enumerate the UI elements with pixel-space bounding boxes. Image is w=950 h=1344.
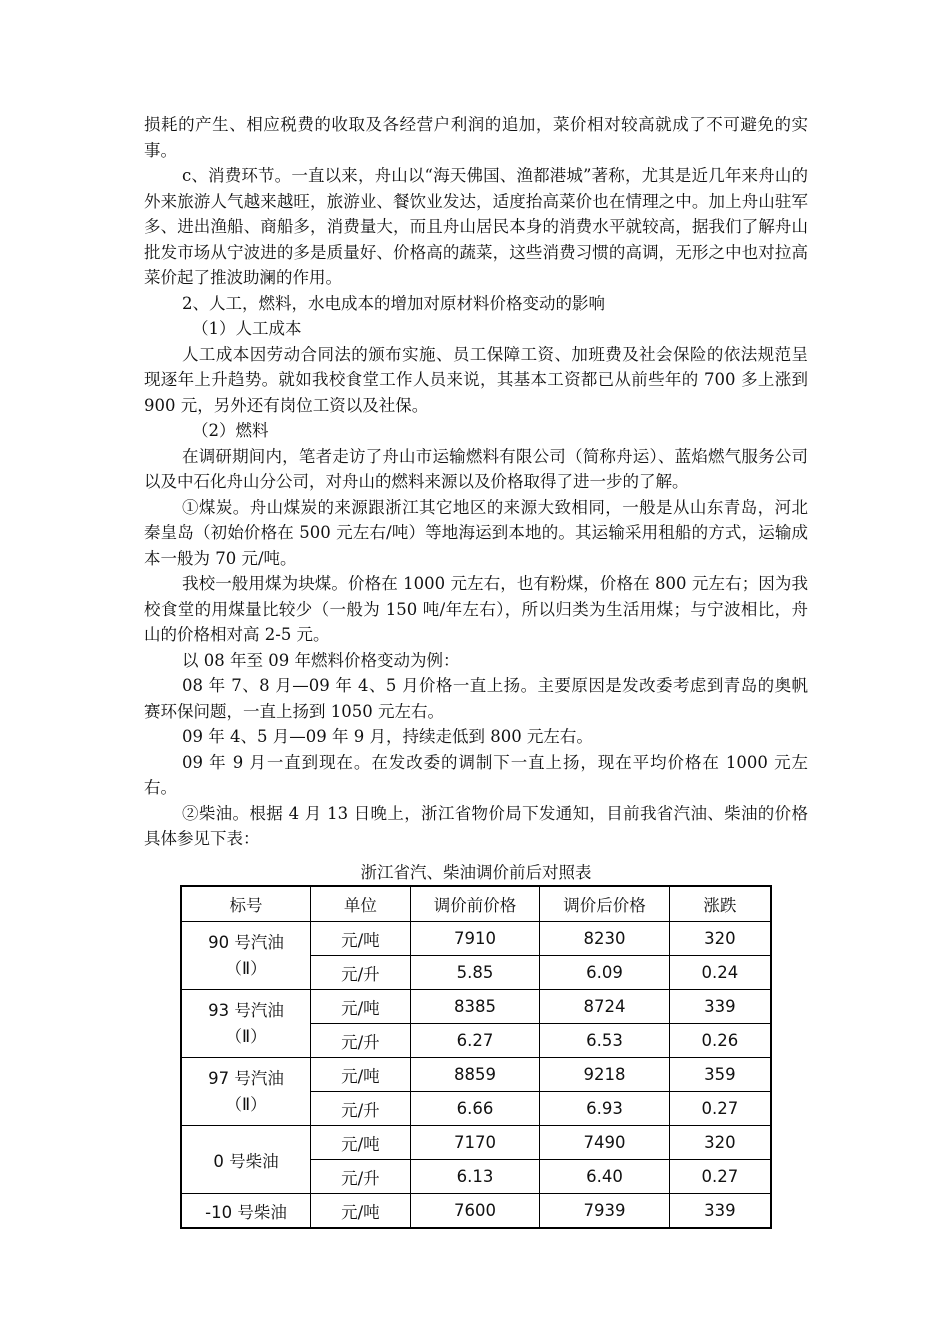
paragraph: ①煤炭。舟山煤炭的来源跟浙江其它地区的来源大致相同，一般是从山东青岛，河北秦皇岛（初始价格在 500 元左右/吨）等地海运到本地的。其运输采用租船的方式，运输成本一般为 70 元/吨。 — [144, 497, 808, 568]
grade-cell — [181, 1126, 311, 1194]
price-before-cell: 7170 — [410, 1126, 540, 1160]
grade-standard: （Ⅱ） — [225, 1094, 267, 1114]
table-header-row — [181, 886, 771, 922]
column-header: 单位 — [311, 886, 411, 922]
paragraph: 我校一般用煤为块煤。价格在 1000 元左右，也有粉煤，价格在 800 元左右；因为我校食堂的用煤量比较少（一般为 150 吨/年左右），所以归类为生活用煤；与宁波相比，舟山的价格相对高 2-5 元。 — [144, 574, 808, 644]
grade-cell: -10 号柴油 — [181, 1194, 311, 1229]
subsection-heading: （1）人工成本 — [192, 319, 302, 338]
table-row — [181, 1058, 771, 1092]
fuel-price-table — [180, 885, 772, 1229]
change-cell: 339 — [669, 1194, 771, 1229]
column-header: 调价前价格 — [410, 886, 540, 922]
paragraph: 09 年 4、5 月—09 年 9 月，持续走低到 800 元左右。 — [182, 727, 593, 746]
grade-name: 93 号汽油 — [208, 1000, 284, 1020]
unit-cell: 元/升 — [311, 1160, 411, 1194]
table-row — [181, 1126, 771, 1160]
grade-name: 90 号汽油 — [208, 932, 284, 952]
column-header: 涨跌 — [669, 886, 771, 922]
paragraph: c、消费环节。一直以来，舟山以“海天佛国、渔都港城”著称，尤其是近几年来舟山的外来旅游人气越来越旺，旅游业、餐饮业发达，适度抬高菜价也在情理之中。加上舟山驻军多、进出渔船、商船多，消费量大，而且舟山居民本身的消费水平就较高，据我们了解舟山批发市场从宁波进的多是质量好、价格高的蔬菜，这些消费习惯的高调，无形之中也对拉高菜价起了推波助澜的作用。 — [144, 166, 808, 287]
price-after-cell: 6.93 — [540, 1092, 670, 1126]
price-before-cell: 8385 — [410, 990, 540, 1024]
grade-cell — [181, 990, 311, 1058]
price-before-cell: 6.27 — [410, 1024, 540, 1058]
price-before-cell: 6.66 — [410, 1092, 540, 1126]
price-after-cell: 6.40 — [540, 1160, 670, 1194]
price-after-cell: 9218 — [540, 1058, 670, 1092]
unit-cell: 元/升 — [311, 1024, 411, 1058]
change-cell: 359 — [669, 1058, 771, 1092]
unit-cell: 元/升 — [311, 956, 411, 990]
unit-cell: 元/吨 — [311, 1058, 411, 1092]
change-cell: 0.27 — [669, 1160, 771, 1194]
change-cell: 0.27 — [669, 1092, 771, 1126]
table-row — [181, 1194, 771, 1229]
price-after-cell: 8230 — [540, 922, 670, 956]
paragraph: 损耗的产生、相应税费的收取及各经营户利润的追加，菜价相对较高就成了不可避免的实事。 — [144, 115, 808, 160]
change-cell: 320 — [669, 922, 771, 956]
unit-cell: 元/吨 — [311, 990, 411, 1024]
unit-cell: 元/吨 — [311, 922, 411, 956]
price-after-cell: 6.53 — [540, 1024, 670, 1058]
table-row — [181, 922, 771, 956]
price-after-cell: 6.09 — [540, 956, 670, 990]
column-header: 调价后价格 — [540, 886, 670, 922]
paragraph: 人工成本因劳动合同法的颁布实施、员工保障工资、加班费及社会保险的依法规范呈现逐年上升趋势。就如我校食堂工作人员来说，其基本工资都已从前些年的 700 多上涨到 900 元，另外还有岗位工资以及社保。 — [144, 344, 808, 415]
grade-standard: （Ⅱ） — [225, 958, 267, 978]
paragraph: 08 年 7、8 月—09 年 4、5 月价格一直上扬。主要原因是发改委考虑到青岛的奥帆赛环保问题，一直上扬到 1050 元左右。 — [144, 676, 808, 721]
price-after-cell: 7490 — [540, 1126, 670, 1160]
price-before-cell: 7910 — [410, 922, 540, 956]
subsection-heading: （2）燃料 — [192, 421, 269, 440]
paragraph: 以 08 年至 09 年燃料价格变动为例： — [182, 650, 460, 670]
unit-cell: 元/升 — [311, 1092, 411, 1126]
price-after-cell: 8724 — [540, 990, 670, 1024]
price-before-cell: 5.85 — [410, 956, 540, 990]
section-heading: 2、人工，燃料，水电成本的增加对原材料价格变动的影响 — [182, 293, 605, 313]
table-caption: 浙江省汽、柴油调价前后对照表 — [360, 863, 592, 882]
change-cell: 0.24 — [669, 956, 771, 990]
price-before-cell: 6.13 — [410, 1160, 540, 1194]
change-cell: 320 — [669, 1126, 771, 1160]
price-before-cell: 7600 — [410, 1194, 540, 1229]
price-before-cell: 8859 — [410, 1058, 540, 1092]
change-cell: 0.26 — [669, 1024, 771, 1058]
document-body — [144, 112, 808, 852]
paragraph: 在调研期间内，笔者走访了舟山市运输燃料有限公司（简称舟运）、蓝焰燃气服务公司以及中石化舟山分公司，对舟山的燃料来源以及价格取得了进一步的了解。 — [144, 446, 808, 491]
grade-name: 0 号柴油 — [213, 1151, 279, 1171]
price-after-cell: 7939 — [540, 1194, 670, 1229]
change-cell: 339 — [669, 990, 771, 1024]
grade-standard: （Ⅱ） — [225, 1026, 267, 1046]
unit-cell: 元/吨 — [311, 1194, 411, 1229]
table-row — [181, 990, 771, 1024]
unit-cell: 元/吨 — [311, 1126, 411, 1160]
paragraph: 09 年 9 月一直到现在。在发改委的调制下一直上扬，现在平均价格在 1000 元左右。 — [144, 752, 808, 797]
grade-name: 97 号汽油 — [208, 1068, 284, 1088]
column-header: 标号 — [181, 886, 311, 922]
grade-cell — [181, 922, 311, 990]
grade-cell — [181, 1058, 311, 1126]
paragraph: ②柴油。根据 4 月 13 日晚上，浙江省物价局下发通知，目前我省汽油、柴油的价格具体参见下表： — [144, 803, 808, 848]
